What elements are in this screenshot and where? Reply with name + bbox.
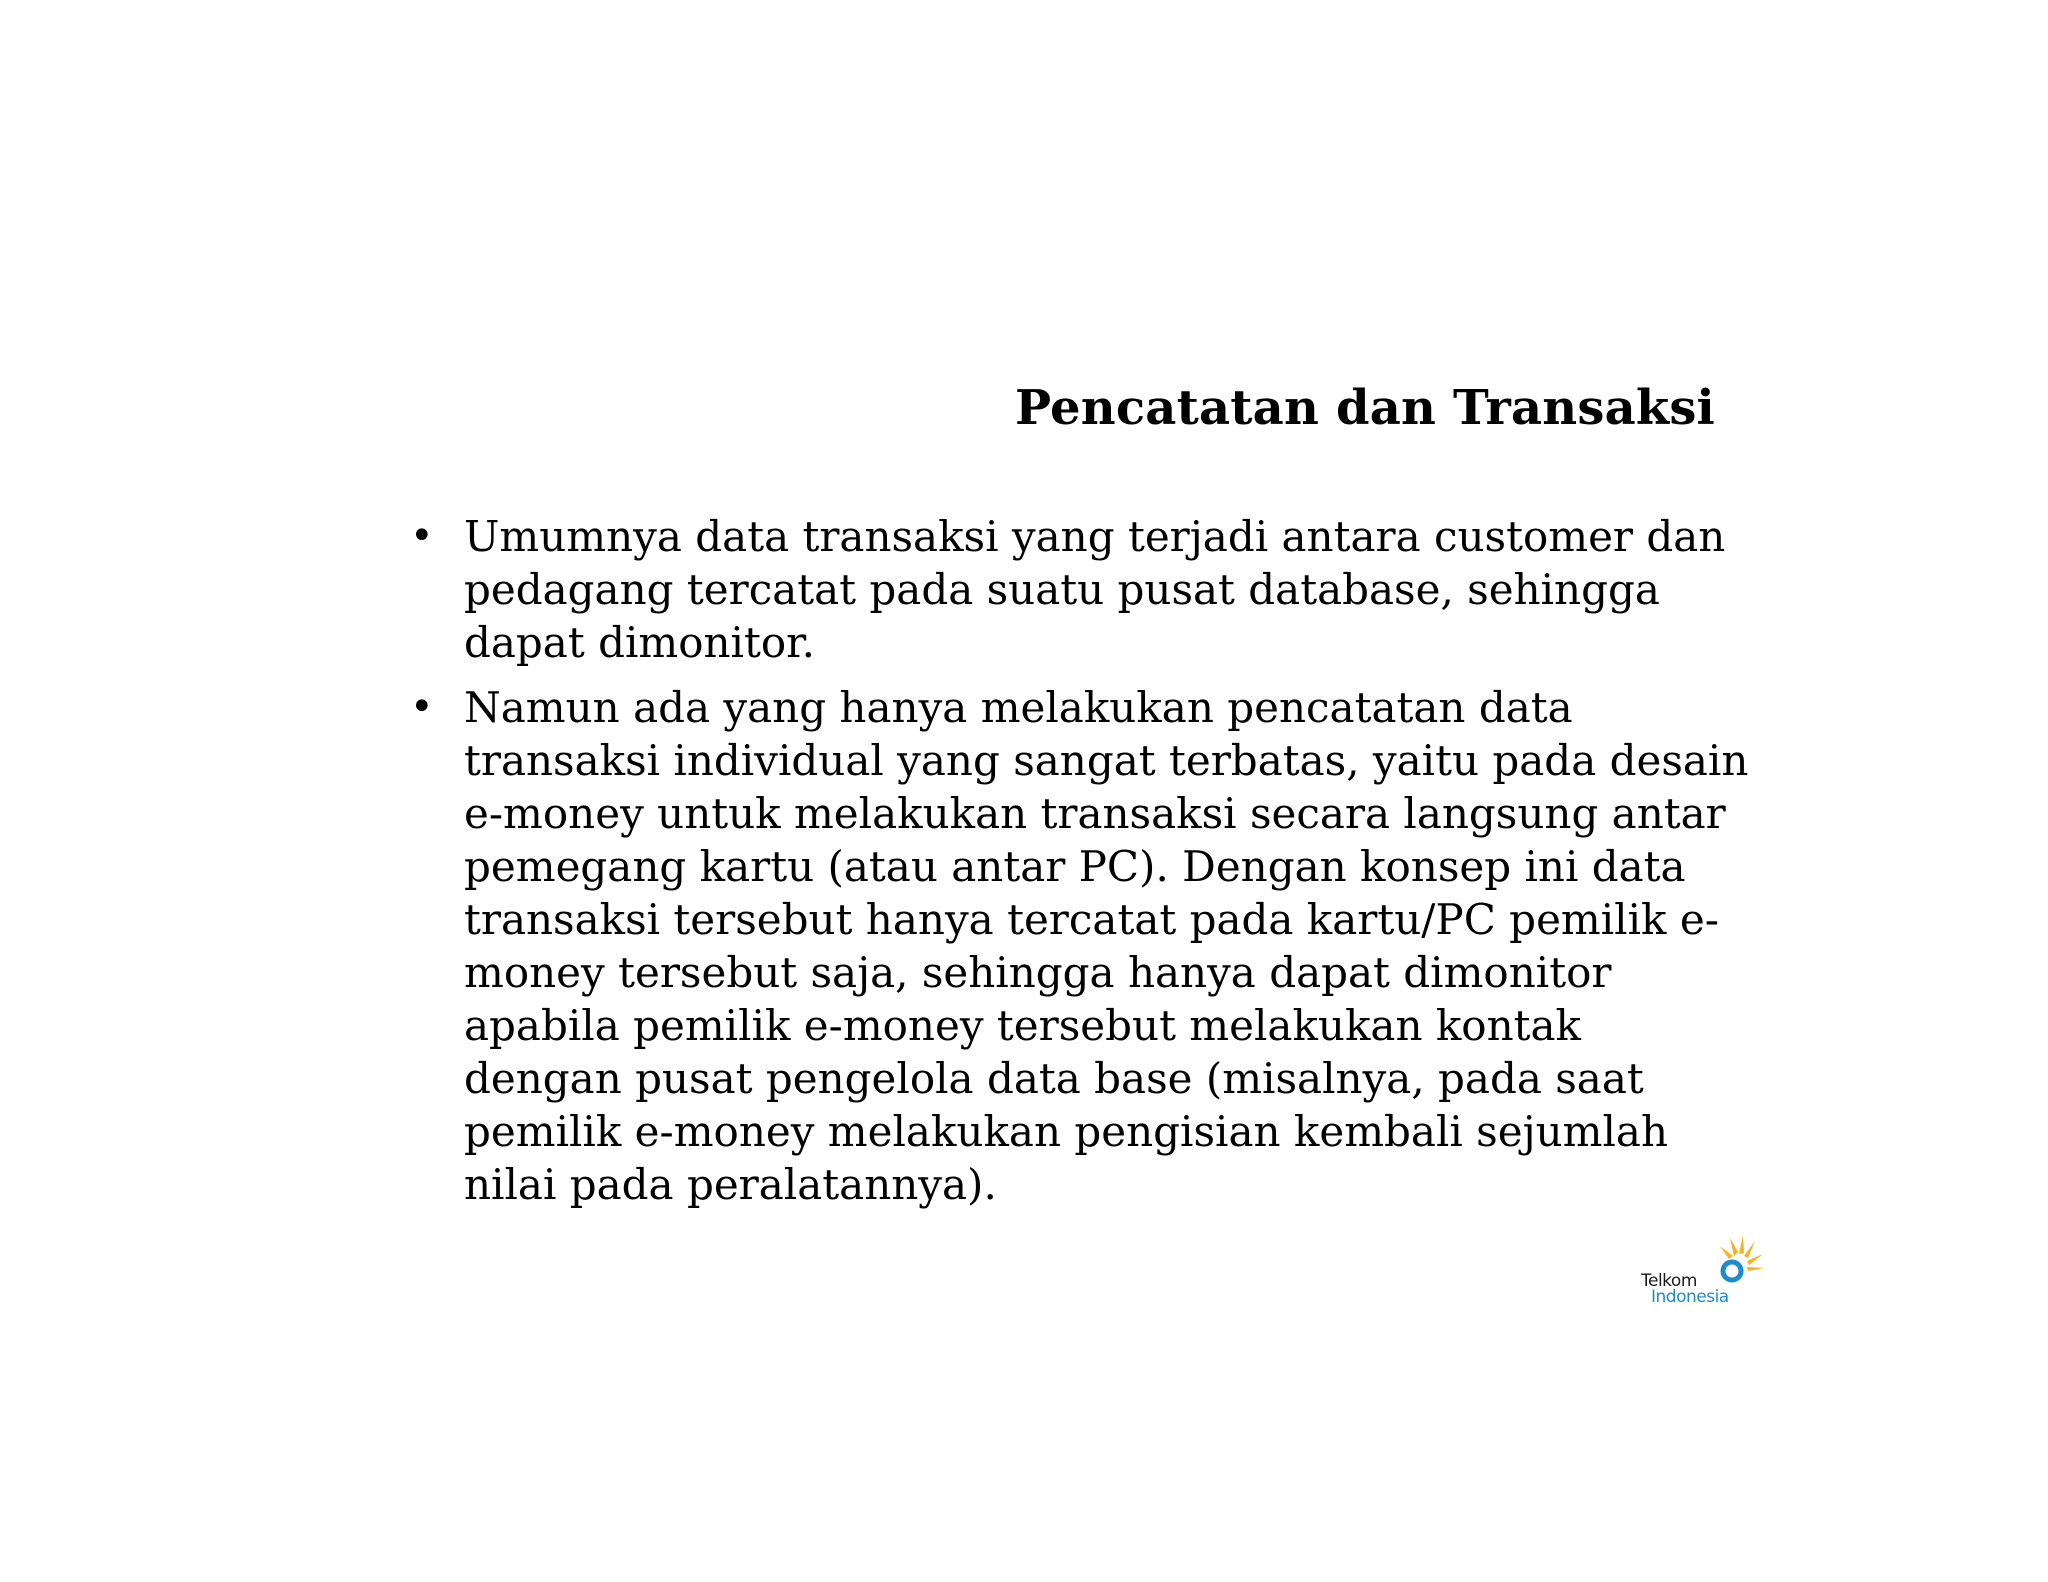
bullet-text-line: transaksi individual yang sangat terbatas, yaitu pada desain: [464, 736, 1749, 785]
logo-text-telkom: Telkom: [1641, 1271, 1697, 1291]
slide-title: Pencatatan dan Transaksi: [1015, 380, 1715, 436]
sun-ray: [1744, 1241, 1755, 1258]
bullet-text-line: nilai pada peralatannya).: [464, 1160, 997, 1209]
sun-ray: [1747, 1254, 1763, 1265]
sun-ray: [1739, 1235, 1744, 1254]
sun-ray: [1747, 1267, 1764, 1271]
bullet-text-line: Namun ada yang hanya melakukan pencatatan data: [464, 683, 1573, 732]
bullet-text-line: pemegang kartu (atau antar PC). Dengan konsep ini data: [464, 842, 1686, 891]
bullet-marker: •: [410, 684, 434, 730]
bullet-text-line: money tersebut saja, sehingga hanya dapat dimonitor: [464, 948, 1612, 997]
sun-ray: [1720, 1246, 1733, 1259]
ring-mark: [1723, 1262, 1741, 1280]
bullet-text-line: Umumnya data transaksi yang terjadi antara customer dan: [464, 512, 1726, 561]
bullet-item-2: [398, 681, 1749, 1211]
bullet-text-line: pedagang tercatat pada suatu pusat database, sehingga: [464, 565, 1660, 614]
bullet-text-line: e-money untuk melakukan transaksi secara langsung antar: [464, 789, 1726, 838]
telkom-indonesia-logo: [1638, 1232, 1768, 1312]
bullet-marker: •: [410, 513, 434, 559]
bullet-text-line: apabila pemilik e-money tersebut melakukan kontak: [464, 1001, 1581, 1050]
logo-text-indonesia: Indonesia: [1651, 1287, 1729, 1307]
bullet-list: [398, 510, 1749, 1223]
bullet-text-line: dapat dimonitor.: [464, 618, 815, 667]
bullet-text-line: dengan pusat pengelola data base (misalnya, pada saat: [464, 1054, 1644, 1103]
sun-ray: [1730, 1238, 1738, 1256]
bullet-item-1: [398, 510, 1738, 669]
bullet-text-line: pemilik e-money melakukan pengisian kembali sejumlah: [464, 1107, 1668, 1156]
bullet-text-line: transaksi tersebut hanya tercatat pada kartu/PC pemilik e-: [464, 895, 1719, 944]
